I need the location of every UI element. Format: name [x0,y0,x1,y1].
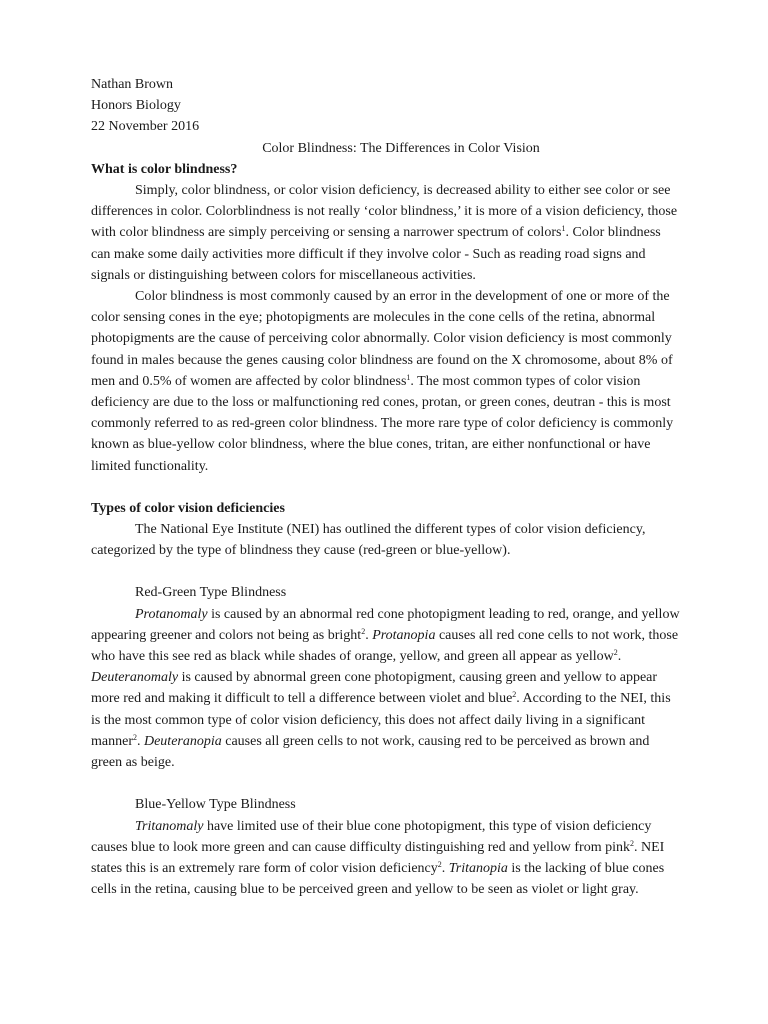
term-deuteranomaly: Deuteranomaly [91,670,179,686]
course-name: Honors Biology [91,98,181,114]
paragraph-text: have limited use of their blue cone photopigment, this type of vision deficiency causes blue to look more green and can cause difficulty distinguishing red and yellow from pink [91,818,652,855]
term-tritanopia: Tritanopia [448,860,508,876]
paragraph-text: . [617,649,622,665]
document-title: Color Blindness: The Differences in Color Vision [262,140,540,156]
paragraph-text: . [365,627,373,643]
paragraph-text: . [441,860,449,876]
paragraph-red-green [91,604,683,774]
paragraph-text: Simply, color blindness, or color vision deficiency, is decreased ability to either see color or see differences in color. Colorblindness is not really ‘color blindness,’ it is more of a vision deficiency, those with color blindness are simply perceiving or sensing a narrower spectrum of colors [91,183,678,241]
paragraph-text: Color blindness is most commonly caused by an error in the development of one or more of the color sensing cones in the eye; photopigments are molecules in the cone cells of the retina, abnormal photopigments are the cause of perceiving color abnormally. Color vision deficiency is most commonly found in males because the genes causing color blindness are found on the X chromosome, about 8% of men and 0.5% of women are affected by color blindness [91,289,673,389]
citation-marker: 2 [613,648,618,658]
paragraph-text: . NEI states this is an extremely rare form of color vision deficiency [91,839,665,876]
citation-marker: 2 [132,732,137,742]
author-name: Nathan Brown [91,77,174,92]
paragraph-blue-yellow [91,816,683,901]
paragraph-text: is caused by an abnormal red cone photopigment leading to red, orange, and yellow appearing greener and colors not being as bright [91,606,680,643]
paragraph-text: . The most common types of color vision deficiency are due to the loss or malfunctioning red cones, protan, or green cones, deutran - this is most commonly referred to as red-green color blindness. The more rare type of color deficiency is commonly known as blue-yellow color blindness, where the blue cones, tritan, are either nonfunctional or have limited functionality. [91,373,674,474]
term-protanomaly: Protanomaly [135,606,208,622]
subheading-red-green: Red-Green Type Blindness [135,585,287,601]
term-protanopia: Protanopia [372,627,436,643]
paragraph-definition [91,180,683,286]
term-tritanomaly: Tritanomaly [135,818,204,834]
paragraph-text: causes all green cells to not work, causing red to be perceived as brown and green as beige. [91,733,650,771]
paragraph-text: . Color blindness can make some daily activities more difficult if they involve color - Such as reading road signs and signals or distinguishing between colors for miscellaneous activities. [91,225,661,283]
section-heading-types: Types of color vision deficiencies [91,500,285,516]
paragraph-text: . [136,733,144,749]
paragraph-text: . According to the NEI, this is the most common type of color vision deficiency, this does not affect daily living in a significant manner [91,691,671,749]
spacer [91,773,683,794]
paragraph-text: is caused by abnormal green cone photopigment, causing green and yellow to appear more red and making it difficult to tell a difference between violet and blue [91,670,658,707]
spacer [91,477,683,498]
paragraph-text: is the lacking of blue cones cells in the retina, causing blue to be perceived green and yellow to be seen as violet or light gray. [91,860,665,898]
citation-marker: 2 [361,626,366,636]
paragraph-text: The National Eye Institute (NEI) has outlined the different types of color vision deficiency, categorized by the type of blindness they cause (red-green or blue-yellow). [91,522,646,559]
section-heading-what-is: What is color blindness? [91,161,238,177]
citation-marker: 1 [561,224,566,234]
term-deuteranopia: Deuteranopia [143,733,222,749]
citation-marker: 2 [630,838,634,848]
paragraph-causes [91,286,683,477]
paragraph-text: causes all red cone cells to not work, those who have this see red as black while shades of orange, yellow, and green all appear as yellow [91,627,679,665]
document-date: 22 November 2016 [91,119,200,135]
citation-marker: 1 [406,372,411,382]
citation-marker: 2 [437,859,442,869]
citation-marker: 2 [512,690,517,700]
spacer [91,561,683,582]
subheading-blue-yellow: Blue-Yellow Type Blindness [135,797,296,813]
paragraph-nei [91,519,683,561]
